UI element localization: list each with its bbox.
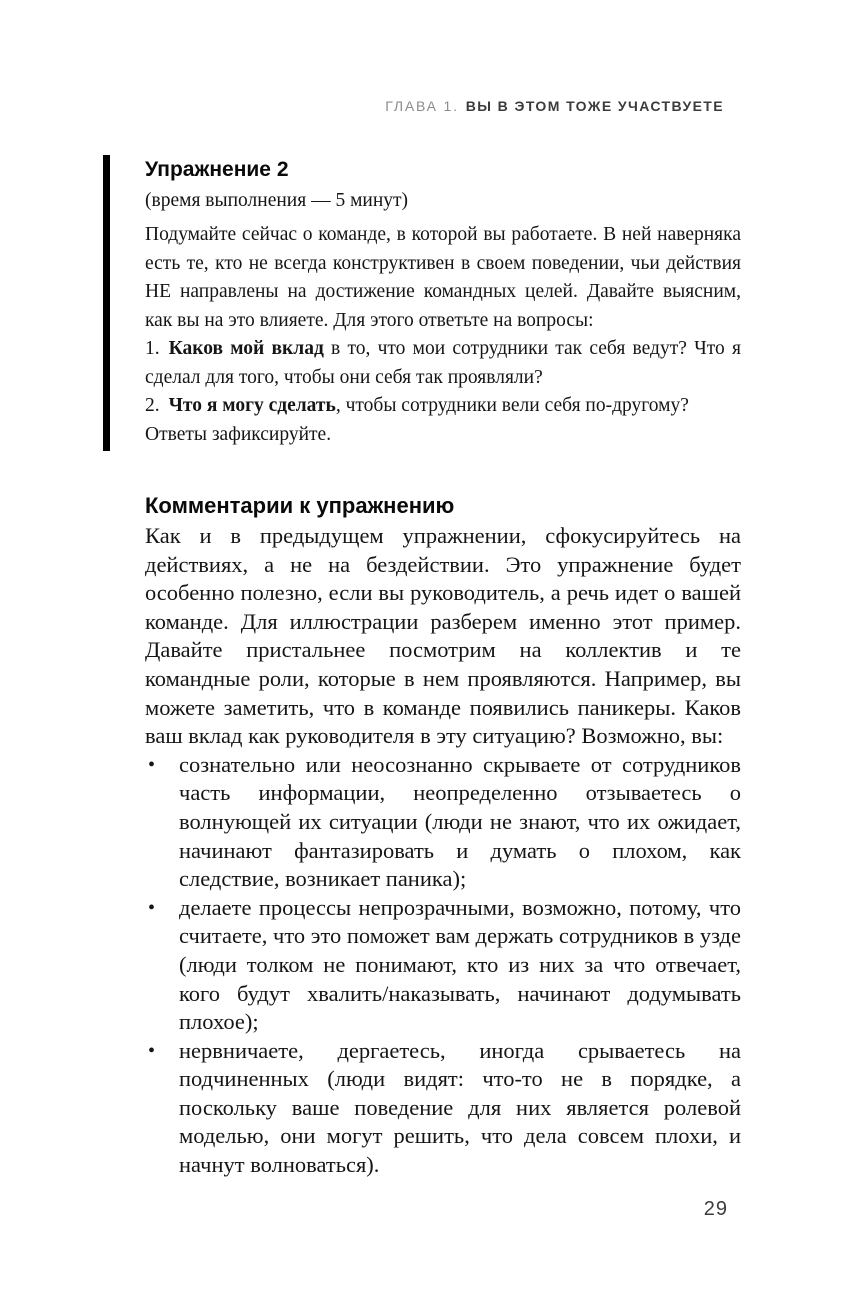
exercise-intro: Подумайте сейчас о команде, в которой вы работаете. В ней наверняка есть те, кто не всегда конструктивен в своем поведении, чьи действия НЕ направлены на достижение командных целей. Давайте выясним, как вы на это влияете. Для этого ответьте на вопросы: [145,224,741,331]
exercise-title: Упражнение 2 [145,158,289,181]
bullet-icon: • [148,753,156,776]
question-lead: Каков мой вклад [168,338,324,359]
question-lead: Что я могу сделать [168,395,336,416]
running-head [385,99,724,113]
question-rest: в то, что мои сотрудники так себя ведут? Что я сделал для того, чтобы они себя так проявляли? [145,338,741,388]
comments-section [145,493,741,1180]
comments-paragraph: Как и в предыдущем упражнении, сфокусируйтесь на действиях, а не на бездействии. Это упражнение будет особенно полезно, если вы руководитель, а речь идет о вашей команде. Для иллюстрации разберем именно этот пример. Давайте пристальнее посмотрим на коллектив и те командные роли, которые в нем проявляются. Например, вы можете заметить, что в команде появились паникеры. Каков ваш вклад как руководителя в эту ситуацию? Возможно, вы: [145,523,741,749]
exercise-body [145,221,741,449]
question-number: 1. [145,338,160,359]
comments-title: Комментарии к упражнению [145,493,455,518]
exercise-outro: Ответы зафиксируйте. [145,423,332,445]
bullet-text: делаете процессы непрозрачными, возможно, потому, что считаете, что это поможет вам держать сотрудников в узде (люди толком не понимают, кто из них за что отвечает, кого будут хвалить/наказывать, начинают додумывать плохое); [179,894,741,1035]
bullet-text: нервничаете, дергаетесь, иногда срываетесь на подчиненных (люди видят: что-то не в порядке, а поскольку ваше поведение для них является ролевой моделью, они могут решить, что дела совсем плохи, и начнут волноваться). [179,1037,741,1178]
bullet-icon: • [148,1039,156,1062]
exercise-duration: (время выполнения — 5 минут) [145,190,409,211]
exercise-block [103,155,741,451]
list-item [145,894,741,1037]
exercise-question-2 [145,392,741,421]
bullet-text: сознательно или неосознанно скрываете от сотрудников часть информации, неопределенно отзываетесь о волнующей их ситуации (люди не знают, что их ожидает, начинают фантазировать и думать о плохом, как следствие, возникает паника); [179,751,741,892]
list-item [145,751,741,894]
list-item [145,1037,741,1180]
comments-bullet-list [145,751,741,1180]
page-number: 29 [703,1198,728,1220]
bullet-icon: • [148,896,156,919]
exercise-question-1 [145,335,741,392]
question-number: 2. [145,395,160,416]
chapter-title: ВЫ В ЭТОМ ТОЖЕ УЧАСТВУЕТЕ [465,98,724,114]
question-rest: , чтобы сотрудники вели себя по-другому? [335,395,689,416]
chapter-label: ГЛАВА 1. [385,98,459,114]
